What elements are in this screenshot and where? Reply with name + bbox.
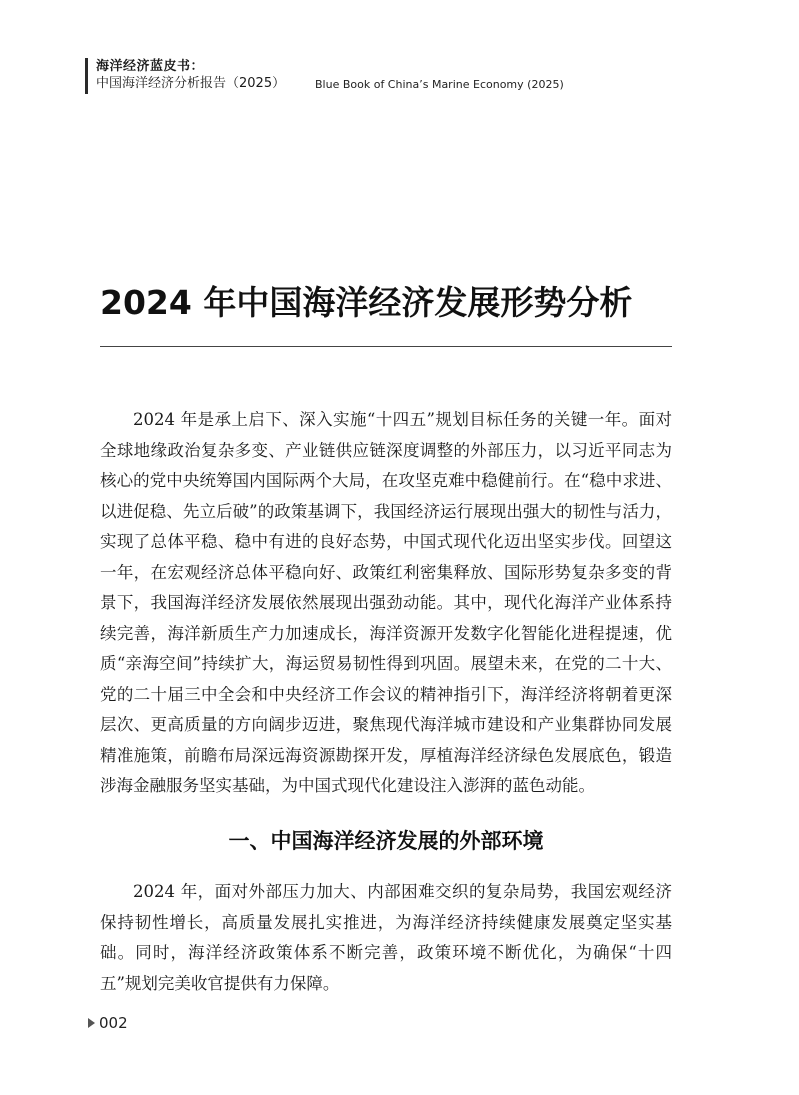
triangle-right-icon [88, 1018, 95, 1028]
series-title: 海洋经济蓝皮书： [96, 59, 205, 74]
page-number: 002 [99, 1014, 128, 1032]
report-title: 中国海洋经济分析报告（2025） [96, 76, 286, 91]
chapter-title: 2024 年中国海洋经济发展形势分析 [100, 283, 633, 322]
running-header [85, 58, 285, 94]
section-heading: 一、中国海洋经济发展的外部环境 [228, 828, 544, 853]
intro-paragraph: 2024 年是承上启下、深入实施“十四五”规划目标任务的关键一年。面对全球地缘政治复杂多变、产业链供应链深度调整的外部压力，以习近平同志为核心的党中央统筹国内国际两个大局，在攻坚克难中稳健前行。在“稳中求进、以进促稳、先立后破”的政策基调下，我国经济运行展现出强大的韧性与活力，实现了总体平稳、稳中有进的良好态势，中国式现代化迈出坚实步伐。回望这一年，在宏观经济总体平稳向好、政策红利密集释放、国际形势复杂多变的背景下，我国海洋经济发展依然展现出强劲动能。其中，现代化海洋产业体系持续完善，海洋新质生产力加速成长，海洋资源开发数字化智能化进程提速，优质“亲海空间”持续扩大，海运贸易韧性得到巩固。展望未来，在党的二十大、党的二十届三中全会和中央经济工作会议的精神指引下，海洋经济将朝着更深层次、更高质量的方向阔步迈进，聚焦现代海洋城市建设和产业集群协同发展精准施策，前瞻布局深远海资源勘探开发，厚植海洋经济绿色发展底色，锻造涉海金融服务坚实基础，为中国式现代化建设注入澎湃的蓝色动能。 [100, 410, 672, 795]
english-title: Blue Book of China’s Marine Economy (2025) [315, 78, 564, 91]
title-divider [100, 346, 672, 347]
section-paragraph: 2024 年，面对外部压力加大、内部困难交织的复杂局势，我国宏观经济保持韧性增长，高质量发展扎实推进，为海洋经济持续健康发展奠定坚实基础。同时，海洋经济政策体系不断完善，政策环境不断优化，为确保“十四五”规划完美收官提供有力保障。 [100, 882, 672, 993]
page-footer [88, 1014, 128, 1032]
